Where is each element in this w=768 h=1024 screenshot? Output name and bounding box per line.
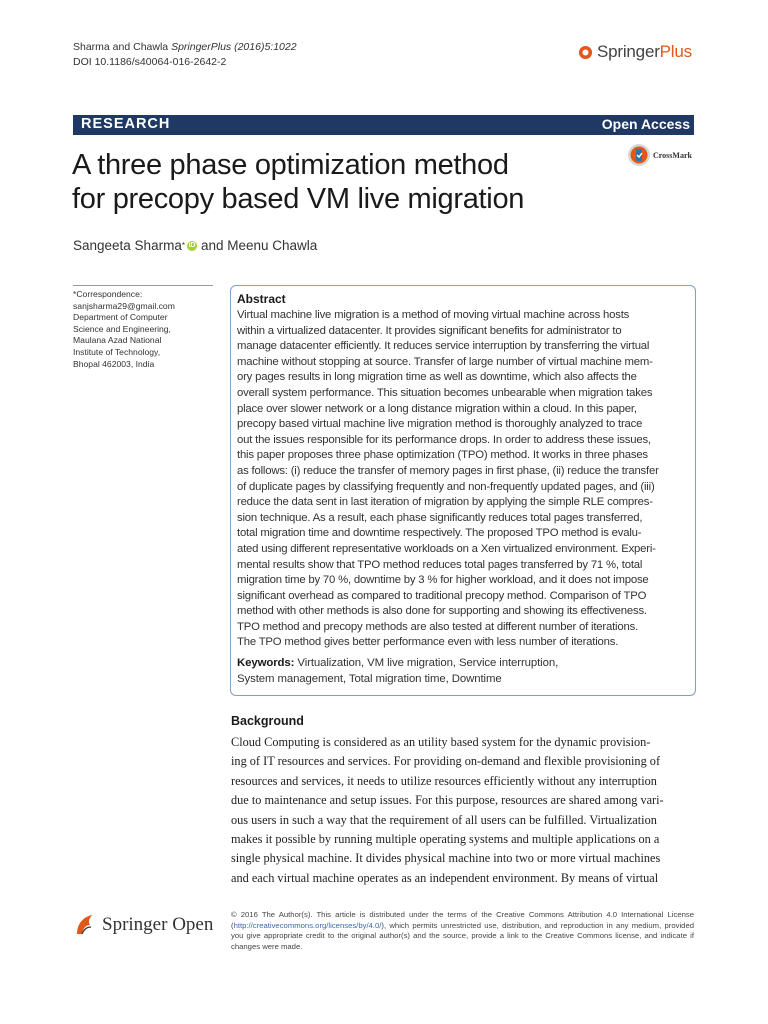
abstract-line: ory pages results in long migration time as well as downtime, which also affects the [237, 371, 637, 384]
body-line: single physical machine. It divides physical machine into two or more virtual machines [231, 851, 661, 866]
body-line: Cloud Computing is considered as an utility based system for the dynamic provision- [231, 735, 651, 749]
abstract-line: this paper proposes three phase optimization (TPO) method. It works in three phases [237, 449, 648, 462]
author-sharma[interactable]: Sangeeta Sharma [73, 238, 182, 253]
open-access-badge[interactable]: Open Access [596, 115, 694, 135]
abstract-line: within a virtualized datacenter. It provides significant benefits for administrator to [237, 324, 622, 337]
correspondence-line: Science and Engineering, [73, 323, 171, 334]
body-line: resources and services, it needs to utilize resources efficiently without any interruption [231, 773, 657, 788]
springer-horse-icon [578, 45, 593, 60]
abstract-line: out the issues responsible for its performance drops. In order to address these issues, [237, 433, 651, 446]
logo-open-text: Open [172, 914, 214, 935]
research-banner [73, 115, 694, 135]
body-line: ous users in such a way that the requirement of all users can be fulfilled. Virtualization [231, 812, 657, 827]
abstract-line: TPO method and precopy methods are also tested at different number of iterations. [237, 620, 639, 633]
author-chawla[interactable]: and Meenu Chawla [200, 238, 318, 253]
crossmark-icon [627, 143, 651, 167]
abstract-line: mental results show that TPO method reduces total pages transferred by 71 %, total [237, 558, 643, 571]
correspondence-mark: * [181, 241, 185, 250]
abstract-box [230, 285, 696, 696]
body-line: and each virtual machine operates as an independent environment. By means of virtual [231, 870, 659, 885]
title-line: for precopy based VM live migration [72, 183, 525, 215]
logo-springer-text: Springer [102, 914, 168, 935]
correspondence-email[interactable]: sanjsharma29@gmail.com [73, 300, 175, 311]
abstract-line: reduce the data sent in last iteration of migration by applying the simple RLE compres- [237, 496, 653, 509]
correspondence-line: Bhopal 462003, India [73, 358, 155, 369]
brand-plus: Plus [659, 42, 692, 61]
abstract-line: ated using different representative workloads on a Xen virtualized environment. Experi- [237, 542, 656, 555]
abstract-text [237, 308, 689, 651]
abstract-line: machine without stopping at source. Transfer of large number of virtual machine mem- [237, 355, 653, 368]
abstract-line: as follows: (i) reduce the transfer of memory pages in first phase, (ii) reduce the transfer [237, 464, 659, 477]
springerplus-logo[interactable] [578, 42, 692, 62]
abstract-line: manage datacenter efficiently. It reduces service interruption by transferring the virtual [237, 340, 650, 353]
title-line: A three phase optimization method [72, 149, 509, 181]
abstract-line: sion technique. As a result, each phase significantly reduces total pages transferred, [237, 511, 643, 524]
correspondence-line: *Correspondence: [73, 289, 143, 299]
springer-open-logo[interactable] [73, 912, 213, 938]
correspondence-line: Department of Computer [73, 312, 168, 323]
body-line: ing of IT resources and services. For providing on-demand and flexible provisioning of [231, 754, 661, 769]
background-heading: Background [231, 714, 304, 728]
keywords [237, 655, 689, 687]
abstract-heading: Abstract [237, 292, 286, 306]
author-list [73, 238, 317, 253]
keywords-line: Virtualization, VM live migration, Service interruption, [297, 657, 559, 670]
correspondence-line: Maulana Azad National [73, 335, 162, 346]
body-line: due to maintenance and setup issues. For this purpose, resources are shared among vari- [231, 793, 664, 808]
correspondence-line: Institute of Technology, [73, 346, 161, 357]
abstract-line: of duplicate pages by classifying frequently and non-frequently updated pages, and (iii) [237, 480, 655, 493]
abstract-line: The TPO method gives better performance even with less number of iterations. [237, 636, 619, 649]
background-body [231, 733, 694, 888]
keywords-label: Keywords: [237, 657, 295, 670]
body-line: makes it possible by running multiple operating systems and multiple applications on a [231, 832, 660, 847]
abstract-line: method with other methods is also done for supporting and showing its effectiveness. [237, 605, 647, 618]
license-link[interactable]: http://creativecommons.org/licenses/by/4.0/ [233, 920, 382, 930]
doi-link[interactable]: DOI 10.1186/s40064-016-2642-2 [73, 56, 227, 68]
research-label: RESEARCH [81, 116, 171, 132]
abstract-line: migration time by 70 %, downtime by 3 % for higher workload, and it does not impose [237, 574, 649, 587]
orcid-icon[interactable]: iD [188, 241, 196, 249]
crossmark-button[interactable] [627, 143, 692, 167]
abstract-line: precopy based virtual machine live migration method is thoroughly analyzed to trace [237, 418, 643, 431]
keywords-line: System management, Total migration time, Downtime [237, 673, 502, 686]
abstract-line: Virtual machine live migration is a method of moving virtual machine across hosts [237, 309, 630, 321]
citation-authors: Sharma and Chawla [73, 41, 172, 53]
abstract-line: total migration time and downtime respectively. The proposed TPO method is evalu- [237, 527, 642, 540]
brand-springer: Springer [597, 42, 660, 61]
license-pre: © 2016 The Author(s). This article is distributed under the terms of the Creative Commons Attribution 4.0 International License ( [231, 910, 694, 930]
license-text [231, 910, 694, 952]
abstract-line: overall system performance. This situation becomes unbearable when migration takes [237, 386, 653, 399]
citation-journal: SpringerPlus (2016)5:1022 [171, 41, 297, 53]
license-post: ), which permits unrestricted use, distribution, and reproduction in any medium, provided you give appropriate credit to the original author(s) and the source, provide a link to the Creative Commons license, and indicate if changes were made. [231, 920, 694, 951]
abstract-line: significant overhead as compared to traditional precopy method. Comparison of TPO [237, 589, 647, 602]
springer-open-icon [73, 912, 97, 938]
abstract-line: place over slower network or a long distance migration within a cloud. In this paper, [237, 402, 637, 415]
citation-block [73, 40, 297, 70]
article-title [72, 148, 612, 216]
correspondence-sidebar [73, 285, 213, 370]
crossmark-label: CrossMark [653, 150, 692, 160]
